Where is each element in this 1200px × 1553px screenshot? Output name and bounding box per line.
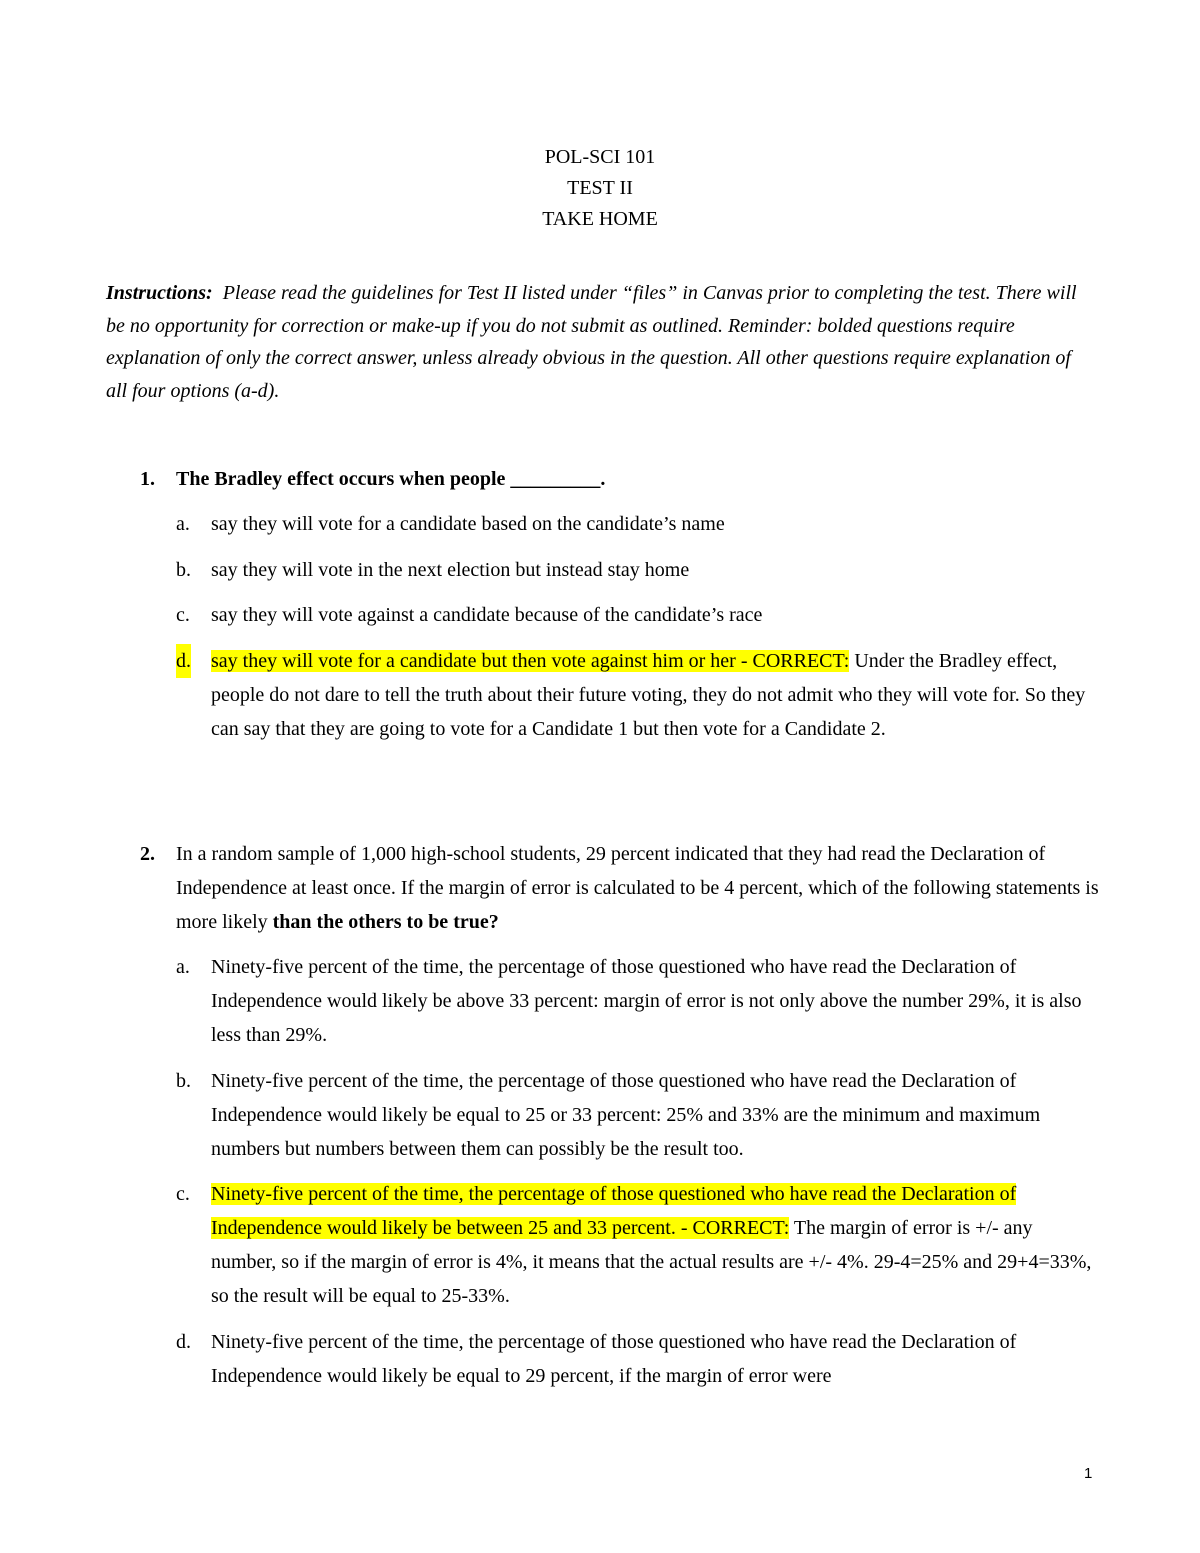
question-2-option-d (140, 1325, 1100, 1393)
option-text: Ninety-five percent of the time, the percentage of those questioned who have read the Declaration of Independence would likely be equal to 29 percent, if the margin of error were (211, 1330, 1017, 1387)
option-letter: d. (176, 644, 191, 678)
question-2-text-bold: than the others to be true? (272, 911, 499, 933)
test-name: TEST II (567, 177, 633, 199)
question-2-text: In a random sample of 1,000 high-school students, 29 percent indicated that they had read the Declaration of Independence at least once. If the margin of error is calculated to be 4 percent, which of the following statements is more likely (176, 843, 1099, 933)
answer-explanation: The margin of error is +/- any number, so if the margin of error is 4%, it means that the actual results are +/- 4%. 29-4=25% and 29+4=33%, so the result will be equal to 25-33%. (211, 1217, 1092, 1307)
correct-answer-highlight: Ninety-five percent of the time, the percentage of those questioned who have read the Declaration of Independence would likely be between 25 and 33 percent. - CORRECT: (211, 1183, 1017, 1239)
option-text: say they will vote in the next election but instead stay home (211, 558, 690, 581)
option-letter: d. (176, 1330, 191, 1353)
question-2-option-c-correct (140, 1177, 1100, 1313)
option-letter: c. (176, 1183, 190, 1205)
question-2 (140, 837, 1100, 1404)
document-title (0, 142, 1200, 235)
option-text: say they will vote for a candidate based on the candidate’s name (211, 513, 725, 535)
page-number: 1 (1084, 1465, 1093, 1482)
option-text: Ninety-five percent of the time, the percentage of those questioned who have read the Declaration of Independence would likely be equal to 25 or 33 percent: 25% and 33% are the minimum and maximum numbers but numbers between them can possibly be the result too. (211, 1069, 1041, 1160)
option-text: Ninety-five percent of the time, the percentage of those questioned who have read the Declaration of Independence would likely be above 33 percent: margin of error is not only above the number 29%, it is also less than 29%. (211, 956, 1082, 1046)
option-letter: a. (176, 513, 190, 535)
answer-explanation: Under the Bradley effect, people do not dare to tell the truth about their future voting, they do not admit who they will vote for. So they can say that they are going to vote for a Candidate 1 but then vote for a Candidate 2. (211, 649, 1086, 740)
question-2-option-b (140, 1064, 1100, 1166)
test-type: TAKE HOME (542, 208, 658, 230)
question-2-option-a (140, 950, 1100, 1052)
question-1-number: 1. (140, 468, 155, 490)
instructions-paragraph (106, 277, 1096, 407)
question-1-text: The Bradley effect occurs when people _________. (176, 468, 606, 490)
question-1-option-c (140, 598, 1100, 632)
question-1 (140, 462, 1100, 757)
question-2-number: 2. (140, 843, 155, 865)
course-code: POL-SCI 101 (544, 146, 656, 168)
option-letter: a. (176, 956, 190, 978)
question-2-options (140, 950, 1100, 1393)
instructions-text: Please read the guidelines for Test II listed under “files” in Canvas prior to completing the test. There will be no opportunity for correction or make-up if you do not submit as outlined. Reminder: bolded questions require explanation of only the correct answer, unless already obvious in the question. All other questions require explanation of all four options (a-d). (106, 282, 1077, 402)
correct-answer-highlight: say they will vote for a candidate but then vote against him or her - CORRECT: (211, 649, 850, 672)
question-1-prompt (140, 462, 1100, 496)
option-text: say they will vote against a candidate because of the candidate’s race (211, 604, 763, 626)
option-letter: b. (176, 558, 191, 581)
instructions-label: Instructions: (106, 282, 213, 304)
question-1-options (140, 507, 1100, 746)
question-1-option-a (140, 507, 1100, 541)
question-1-option-b (140, 553, 1100, 587)
option-letter: c. (176, 604, 190, 626)
option-letter: b. (176, 1069, 191, 1092)
question-2-prompt (140, 837, 1100, 939)
question-1-option-d-correct (140, 644, 1100, 746)
